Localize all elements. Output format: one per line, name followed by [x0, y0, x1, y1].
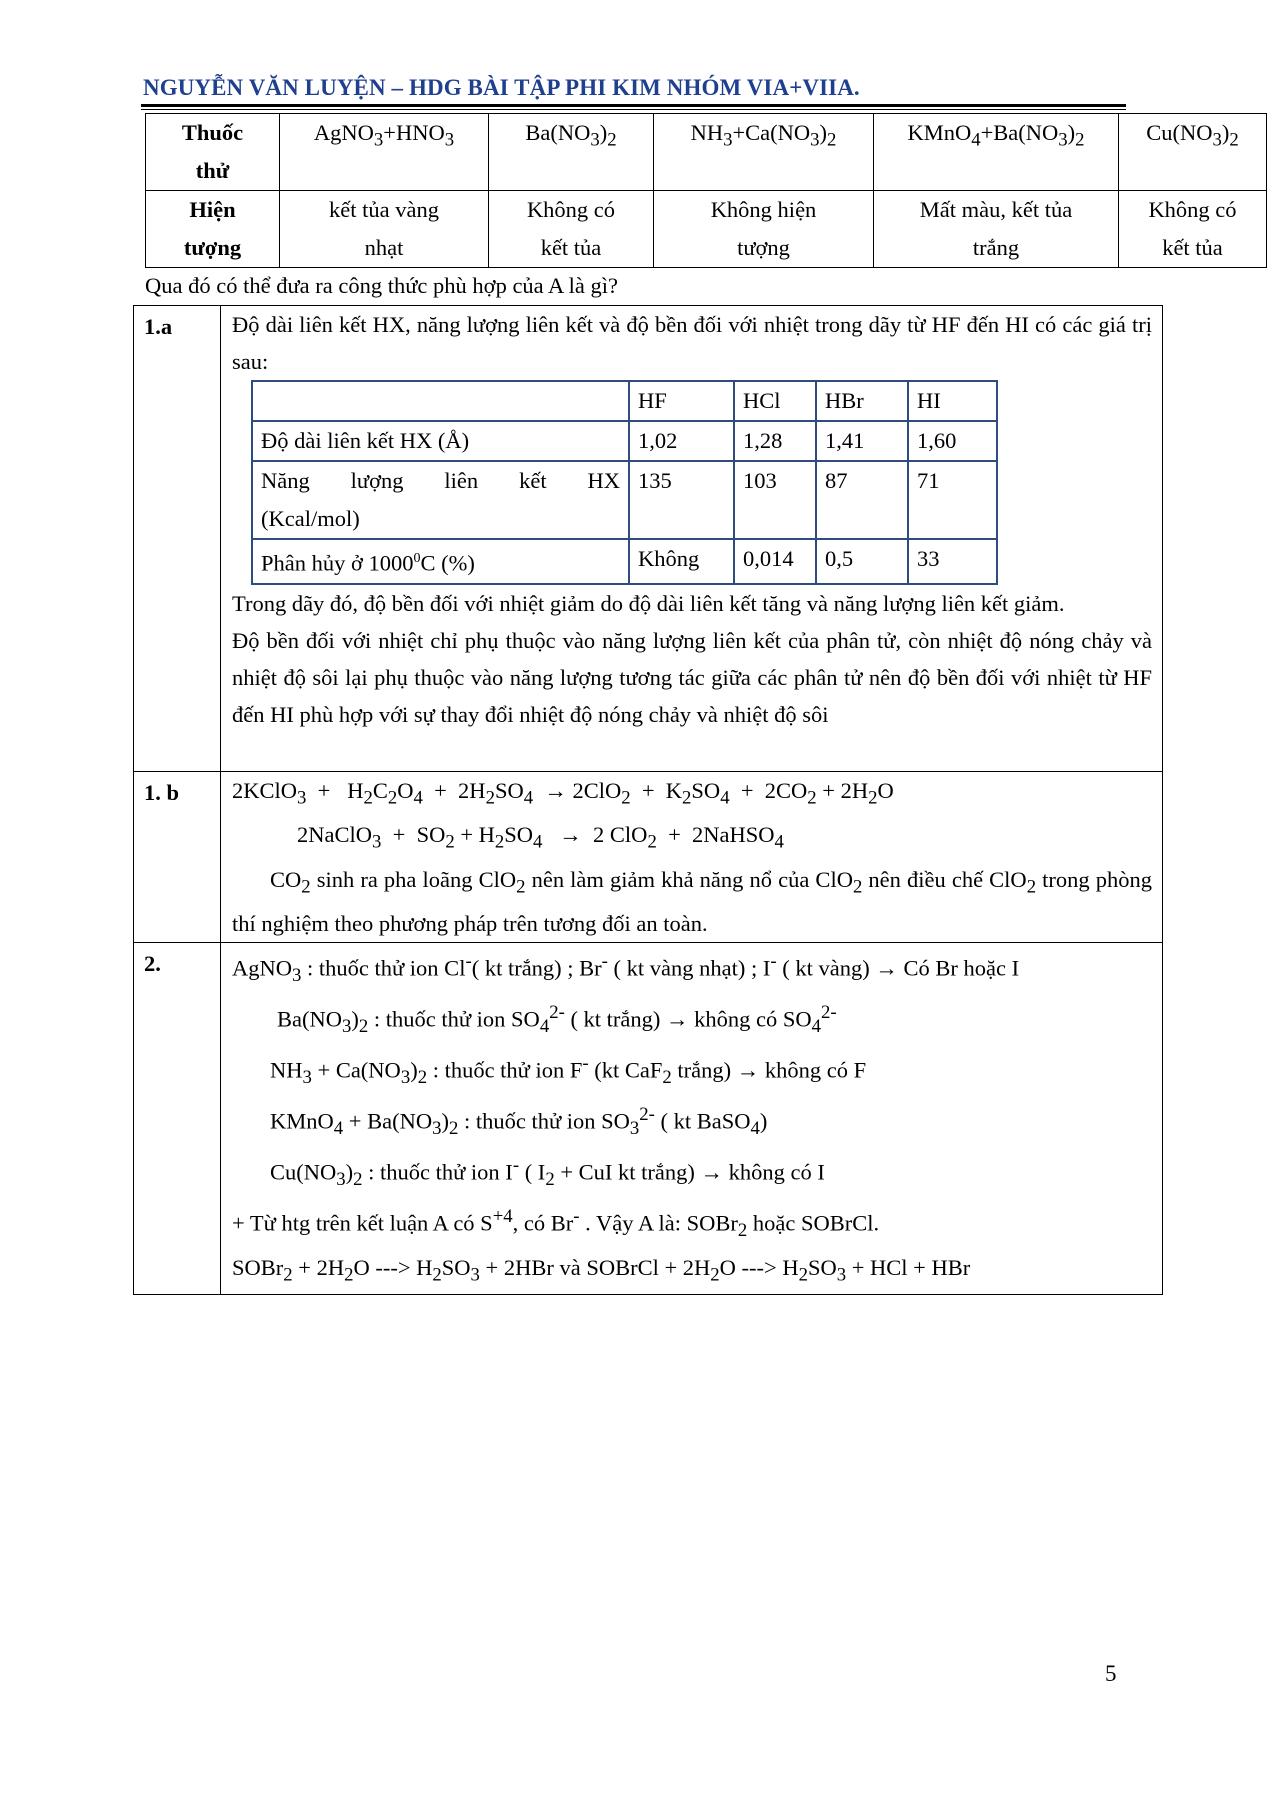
line: AgNO$_3$ : thuốc thử ion Cl-( kt trắng) ; Br- ( kt vàng nhạt) ; I- ( kt vàng) → Có Br hoặc I: [232, 951, 1020, 986]
reagent-cell: $Ba(NO_3)_2$: [489, 114, 654, 191]
column-header: HCl: [734, 381, 816, 421]
phenomenon-cell: Mất màu, kết tủa trắng: [874, 191, 1119, 268]
value-cell: 1,02: [629, 421, 734, 461]
line: $Cu(NO_3)_2$ : thuốc thử ion I- ( $I_2$ + CuI kt trắng) → không có I: [270, 1155, 825, 1190]
row-label: Năng lượng liên kết HX (Kcal/mol): [252, 461, 629, 539]
explanation: $CO_2$ sinh ra pha loãng ClO$_2$ nên làm giảm khả năng nổ của ClO$_2$ nên điều chế ClO$_2$ trong phòng thí nghiệm theo phương pháp trên tương đối an toàn.: [232, 866, 1153, 936]
question-text: Qua đó có thể đưa ra công thức phù hợp của A là gì?: [145, 273, 619, 298]
reagent-cell: $Cu(NO_3)_2$: [1119, 114, 1267, 191]
line: $Ba(NO_3)_2$ : thuốc thử ion $SO_4^{2-}$ ( kt trắng) → không có $SO_4^{2-}$: [277, 1002, 837, 1037]
equation-1: 2KClO$_3$ + $H_2C_2O_4 + 2H_2SO_4 \to 2ClO_2 + K_2SO_4 + 2CO_2 + 2H_2O$: [232, 777, 894, 808]
phenomenon-row-head: Hiện tượng: [146, 191, 280, 268]
section-1a: [134, 306, 1163, 772]
hx-row-decomposition: [252, 539, 997, 584]
value-cell: 87: [816, 461, 908, 539]
value-cell: 0,014: [734, 539, 816, 584]
phenomenon-row: [146, 191, 1267, 268]
section-label: 2.: [134, 943, 221, 1295]
hx-property-table: [251, 380, 998, 585]
column-header: HI: [908, 381, 997, 421]
paragraph: Độ bền đối với nhiệt chỉ phụ thuộc vào năng lượng liên kết của phân tử, còn nhiệt độ nóng chảy và nhiệt độ sôi lại phụ thuộc vào năng lượng tương tác giữa các phân tử nên độ bền đối với nhiệt từ HF đến HI phù hợp với sự thay đổi nhiệt độ nóng chảy và nhiệt độ sôi: [232, 627, 1152, 727]
column-header: HBr: [816, 381, 908, 421]
column-header: HF: [629, 381, 734, 421]
section-1b: [134, 771, 1163, 943]
phenomenon-cell: kết tủa vàng nhạt: [280, 191, 489, 268]
value-cell: 1,41: [816, 421, 908, 461]
reagent-cell: $KMnO_4+Ba(NO_3)_2$: [874, 114, 1119, 191]
value-cell: Không: [629, 539, 734, 584]
hx-header-row: [252, 381, 997, 421]
value-cell: 33: [908, 539, 997, 584]
section-label: 1. b: [134, 771, 221, 943]
phenomenon-cell: Không hiện tượng: [654, 191, 874, 268]
paragraph: Trong dãy đó, độ bền đối với nhiệt giảm do độ dài liên kết tăng và năng lượng liên kết giảm.: [232, 590, 1065, 616]
empty-cell: [252, 381, 629, 421]
value-cell: 1,60: [908, 421, 997, 461]
phenomenon-cell: Không có kết tủa: [1119, 191, 1267, 268]
equation-2: 2NaClO$_3$ + $SO_2 + H_2SO_4 \to 2$ ClO$_2$ + 2NaHSO$_4$: [297, 822, 784, 853]
phenomenon-cell: Không có kết tủa: [489, 191, 654, 268]
line: + Từ htg trên kết luận A có $S^{+4}$, có Br- . Vậy A là: SOBr$_2$ hoặc SOBrCl.: [232, 1206, 880, 1241]
value-cell: 71: [908, 461, 997, 539]
reagent-cell: $NH_3+Ca(NO_3)_2$: [654, 114, 874, 191]
reagent-cell: $AgNO_3+HNO_3$: [280, 114, 489, 191]
row-label: Độ dài liên kết HX (Å): [252, 421, 629, 461]
hx-row-length: [252, 421, 997, 461]
hx-row-energy: [252, 461, 997, 539]
reagent-table: [145, 113, 1267, 268]
section-label: 1.a: [134, 306, 221, 772]
value-cell: 1,28: [734, 421, 816, 461]
line: $NH_3 + Ca(NO_3)_2$ : thuốc thử ion F- (kt CaF$_2$ trắng) → không có F: [270, 1053, 867, 1088]
page-number: 5: [1105, 1661, 1117, 1686]
value-cell: 103: [734, 461, 816, 539]
header-rule: [141, 104, 1126, 110]
value-cell: 0,5: [816, 539, 908, 584]
row-label: Phân hủy ở 1000$^0$C (%): [252, 539, 629, 584]
value-cell: 135: [629, 461, 734, 539]
section-2: [134, 943, 1163, 1295]
line: SOBr$_2$ + $2H_2O$ ---> $H_2SO_3 + 2HBr$ và SOBrCl + $2H_2O$ ---> $H_2SO_3$ + HCl + HBr: [232, 1255, 971, 1286]
answer-table: [133, 305, 1163, 1295]
intro-text: Độ dài liên kết HX, năng lượng liên kết và độ bền đối với nhiệt trong dãy từ HF đến HI có các giá trị sau:: [232, 312, 1152, 374]
page-header: NGUYỄN VĂN LUYỆN – HDG BÀI TẬP PHI KIM NHÓM VIA+VIIA.: [143, 75, 860, 100]
reagent-row: [146, 114, 1267, 191]
line: KMnO$_4$ + $Ba(NO_3)_2$ : thuốc thử ion $SO_3^{2-}$ ( kt BaSO$_4$): [270, 1104, 768, 1139]
reagent-row-head: Thuốc thử: [146, 114, 280, 191]
